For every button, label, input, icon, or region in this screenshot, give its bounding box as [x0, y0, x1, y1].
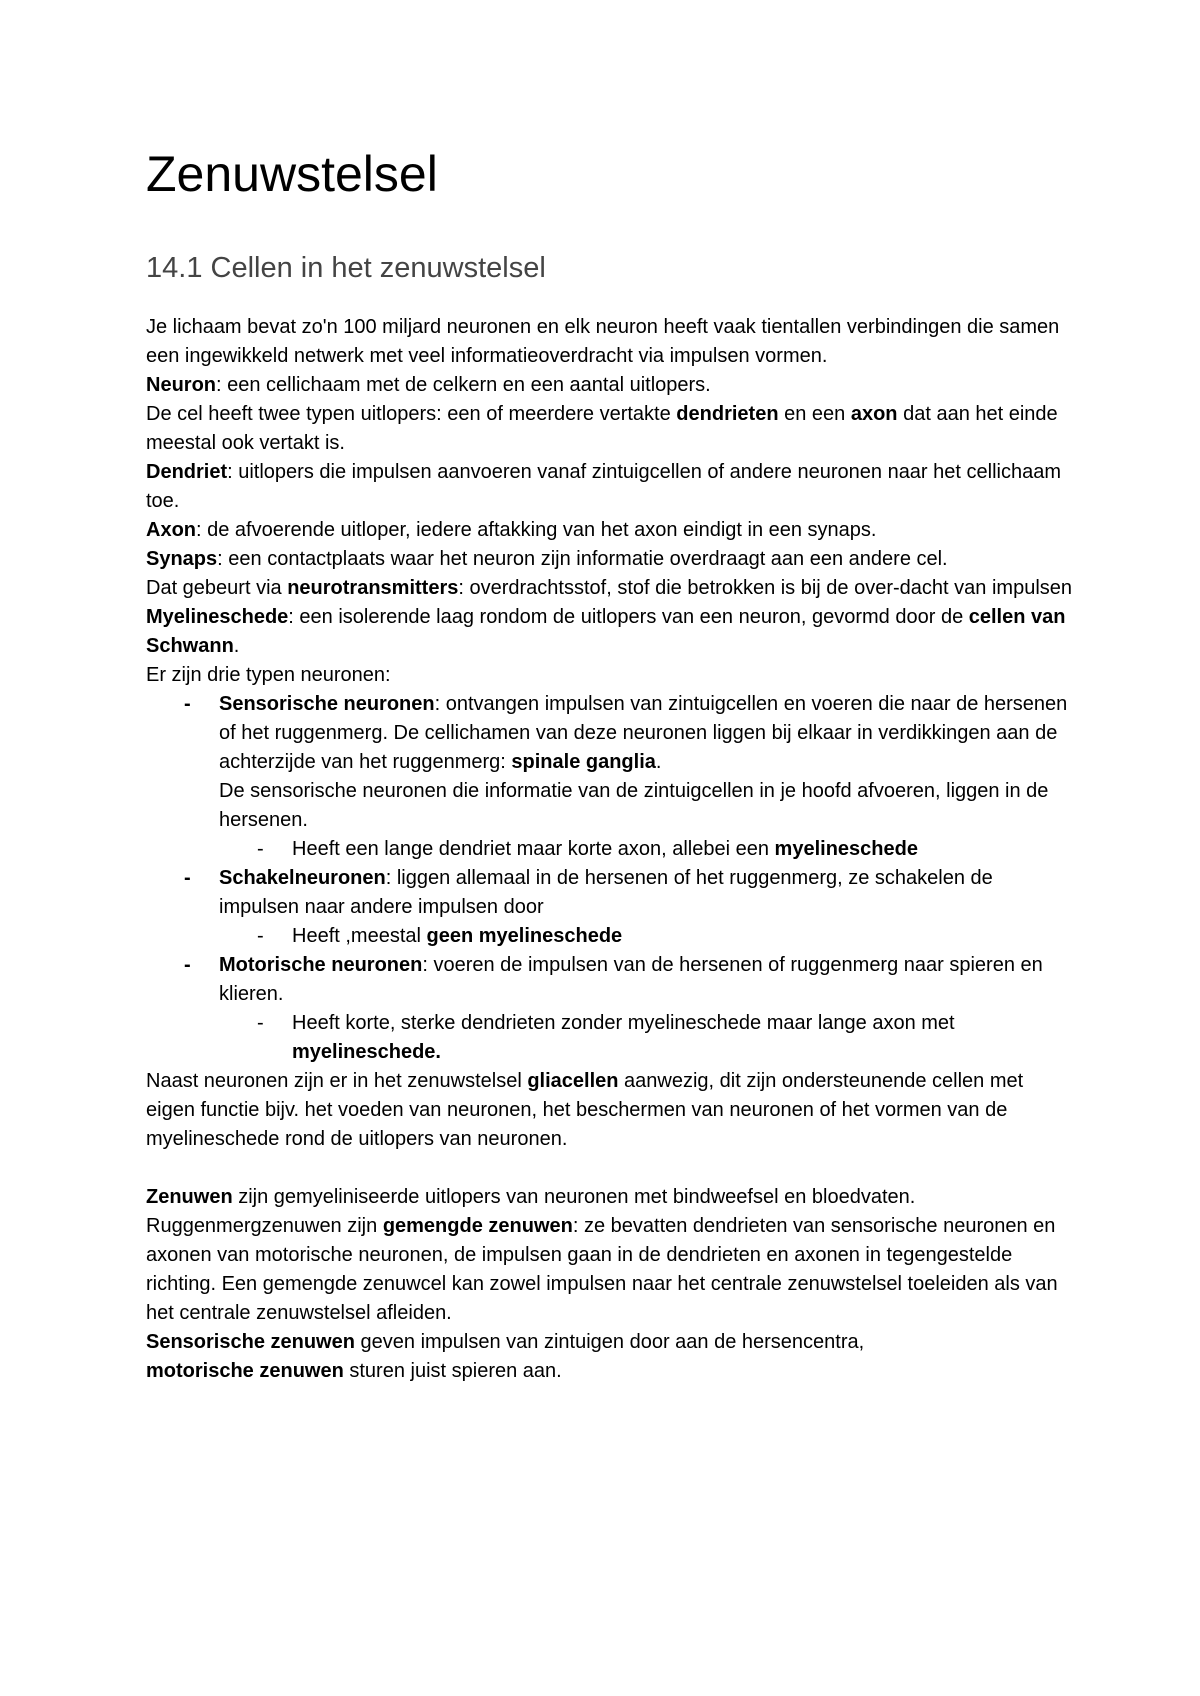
paragraph-sensorische-zenuwen [146, 1328, 1076, 1386]
sub-list [219, 1009, 1076, 1067]
text: Heeft ,meestal [292, 925, 427, 947]
text: : overdrachtsstof, stof die betrokken is bij de over-dacht van impulsen [458, 577, 1073, 599]
paragraph-neurotransmitters [146, 574, 1076, 603]
definition-zenuwen [146, 1183, 1076, 1212]
text: Heeft korte, sterke dendrieten zonder myelineschede maar lange axon met [292, 1012, 955, 1034]
text: : ze bevatten dendrieten van sensorische neuronen en axonen van motorische neuronen, de impulsen gaan in de dendrieten en axonen in tegengestelde richting. Een gemengde zenuwcel kan zowel impulsen naar het centrale zenuwstelsel toeleiden als van het centrale zenuwstelsel afleiden. [146, 1215, 1058, 1324]
definition-text: : uitlopers die impulsen aanvoeren vanaf zintuigcellen of andere neuronen naar het cellichaam toe. [146, 461, 1061, 512]
term: gliacellen [527, 1070, 619, 1092]
list-item [146, 690, 1076, 864]
term: neurotransmitters [287, 577, 459, 599]
text: . [655, 751, 662, 773]
term: Sensorische zenuwen [146, 1331, 355, 1353]
definition-text: : een contactplaats waar het neuron zijn informatie overdraagt aan een andere cel. [217, 548, 948, 570]
term: Axon [146, 519, 196, 541]
sub-list [219, 922, 1076, 951]
text: Dat gebeurt via [146, 577, 288, 599]
text: Ruggenmergzenuwen zijn [146, 1215, 383, 1237]
sub-list [219, 835, 1076, 864]
term: dendrieten [676, 403, 779, 425]
text: dat aan het einde meestal ook vertakt is. [146, 403, 1058, 454]
definition-myelineschede [146, 603, 1076, 661]
definition-synaps [146, 545, 1076, 574]
intro-paragraph: Je lichaam bevat zo'n 100 miljard neuronen en elk neuron heeft vaak tientallen verbindingen die samen een ingewikkeld netwerk met veel informatieoverdracht via impulsen vormen. [146, 316, 1060, 367]
document-title: Zenuwstelsel [146, 146, 438, 202]
term: gemengde zenuwen [382, 1215, 573, 1237]
text: aanwezig, dit zijn ondersteunende cellen met eigen functie bijv. het voeden van neuronen, het beschermen van neuronen of het vormen van de myelineschede rond de uitlopers van neuronen. [146, 1070, 1024, 1150]
document-body [146, 313, 1076, 1386]
paragraph-uitlopers [146, 400, 1076, 458]
term: Neuron [146, 374, 216, 396]
sub-list-item [219, 922, 1076, 951]
term: axon [850, 403, 898, 425]
definition-neuron [146, 371, 1076, 400]
list-item [146, 951, 1076, 1067]
neuron-types-list [146, 690, 1076, 1067]
text: De sensorische neuronen die informatie van de zintuigcellen in je hoofd afvoeren, liggen in de hersenen. [219, 780, 1049, 831]
document-page [146, 140, 1076, 1386]
text: sturen juist spieren aan. [343, 1360, 562, 1382]
term: spinale ganglia [511, 751, 656, 773]
sub-list-item [219, 835, 1076, 864]
definition-text: : de afvoerende uitloper, iedere aftakking van het axon eindigt in een synaps. [196, 519, 877, 541]
definition-axon [146, 516, 1076, 545]
text: . [233, 635, 240, 657]
text: Heeft een lange dendriet maar korte axon, allebei een [292, 838, 775, 860]
paragraph-spacer [146, 1154, 1076, 1183]
term: Myelineschede [146, 606, 289, 628]
definition-text: : een cellichaam met de celkern en een aantal uitlopers. [216, 374, 711, 396]
types-intro: Er zijn drie typen neuronen: [146, 664, 391, 686]
text: De cel heeft twee typen uitlopers: een of meerdere vertakte [146, 403, 677, 425]
term: myelineschede [774, 838, 918, 860]
term: Motorische neuronen [219, 954, 423, 976]
sub-list-item [219, 1009, 1076, 1067]
term: motorische zenuwen [146, 1360, 344, 1382]
text: : ontvangen impulsen van zintuigcellen en voeren die naar de hersenen of het ruggenmerg. De cellichamen van deze neuronen liggen bij elkaar in verdikkingen aan de achterzijde van het ruggenmerg: [219, 693, 1068, 773]
definition-text: : een isolerende laag rondom de uitlopers van een neuron, gevormd door de [288, 606, 969, 628]
term: Synaps [146, 548, 218, 570]
text: en een [778, 403, 851, 425]
text: Naast neuronen zijn er in het zenuwstelsel [146, 1070, 528, 1092]
term: Dendriet [146, 461, 228, 483]
term: Schakelneuronen [219, 867, 386, 889]
definition-dendriet [146, 458, 1076, 516]
section-heading: 14.1 Cellen in het zenuwstelsel [146, 252, 546, 284]
term: geen myelineschede [426, 925, 623, 947]
term: Zenuwen [146, 1186, 233, 1208]
term: cellen van Schwann [146, 606, 1066, 657]
text: : liggen allemaal in de hersenen of het ruggenmerg, ze schakelen de impulsen naar andere impulsen door [219, 867, 993, 918]
list-item [146, 864, 1076, 951]
paragraph-gliacellen [146, 1067, 1076, 1154]
term: myelineschede. [292, 1041, 441, 1063]
paragraph-gemengde-zenuwen [146, 1212, 1076, 1328]
text: geven impulsen van zintuigen door aan de hersencentra, [354, 1331, 865, 1353]
term: Sensorische neuronen [219, 693, 435, 715]
definition-text: zijn gemyeliniseerde uitlopers van neuronen met bindweefsel en bloedvaten. [232, 1186, 916, 1208]
text: : voeren de impulsen van de hersenen of ruggenmerg naar spieren en klieren. [219, 954, 1043, 1005]
